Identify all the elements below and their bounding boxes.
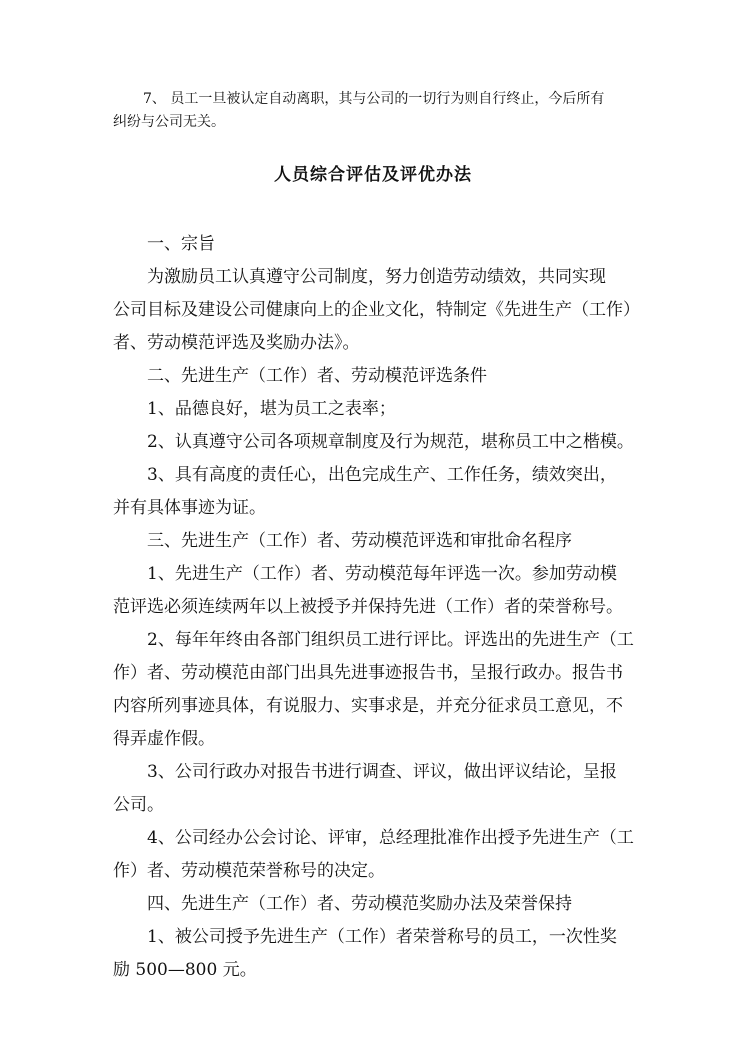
document-body bbox=[113, 228, 640, 987]
text-line: 并有具体事迹为证。 bbox=[113, 498, 266, 518]
text-line: 公司。 bbox=[113, 795, 164, 815]
text-line: 3、公司行政办对报告书进行调查、评议，做出评议结论，呈报 bbox=[147, 762, 617, 782]
text-line: 范评选必须连续两年以上被授予并保持先进（工作）者的荣誉称号。 bbox=[113, 597, 623, 617]
text-line: 1、先进生产（工作）者、劳动模范每年评选一次。参加劳动模 bbox=[147, 564, 617, 584]
text-line: 作）者、劳动模范由部门出具先进事迹报告书，呈报行政办。报告书 bbox=[113, 663, 623, 683]
text-line: 励 500—800 元。 bbox=[113, 960, 257, 980]
text-line: 一、宗旨 bbox=[147, 234, 215, 254]
text-line: 1、被公司授予先进生产（工作）者荣誉称号的员工，一次性奖 bbox=[147, 927, 617, 947]
text-line: 者、劳动模范评选及奖励办法》。 bbox=[113, 333, 360, 353]
text-line: 公司目标及建设公司健康向上的企业文化，特制定《先进生产（工作） bbox=[113, 300, 640, 320]
page-title: 人员综合评估及评优办法 bbox=[274, 165, 472, 185]
note-line-1: 7、 员工一旦被认定自动离职，其与公司的一切行为则自行终止，今后所有 bbox=[143, 91, 605, 107]
text-line: 为激励员工认真遵守公司制度，努力创造劳动绩效，共同实现 bbox=[147, 267, 606, 287]
text-line: 2、每年年终由各部门组织员工进行评比。评选出的先进生产（工 bbox=[147, 630, 634, 650]
section-heading: 四、先进生产（工作）者、劳动模范奖励办法及荣誉保持 bbox=[147, 894, 572, 914]
note-paragraph bbox=[113, 88, 633, 134]
text-line: 得弄虚作假。 bbox=[113, 729, 215, 749]
text-line: 3、具有高度的责任心，出色完成生产、工作任务，绩效突出， bbox=[147, 465, 617, 485]
text-line: 4、公司经办公会讨论、评审，总经理批准作出授予先进生产（工 bbox=[147, 828, 634, 848]
section-heading: 二、先进生产（工作）者、劳动模范评选条件 bbox=[147, 366, 487, 386]
note-line-2: 纠纷与公司无关。 bbox=[113, 114, 225, 130]
section-heading: 三、先进生产（工作）者、劳动模范评选和审批命名程序 bbox=[147, 531, 572, 551]
document-page bbox=[113, 88, 640, 987]
text-line: 2、认真遵守公司各项规章制度及行为规范，堪称员工中之楷模。 bbox=[147, 432, 634, 452]
text-line: 作）者、劳动模范荣誉称号的决定。 bbox=[113, 861, 385, 881]
text-line: 内容所列事迹具体，有说服力、实事求是，并充分征求员工意见，不 bbox=[113, 696, 623, 716]
text-line: 1、品德良好，堪为员工之表率； bbox=[147, 399, 396, 419]
